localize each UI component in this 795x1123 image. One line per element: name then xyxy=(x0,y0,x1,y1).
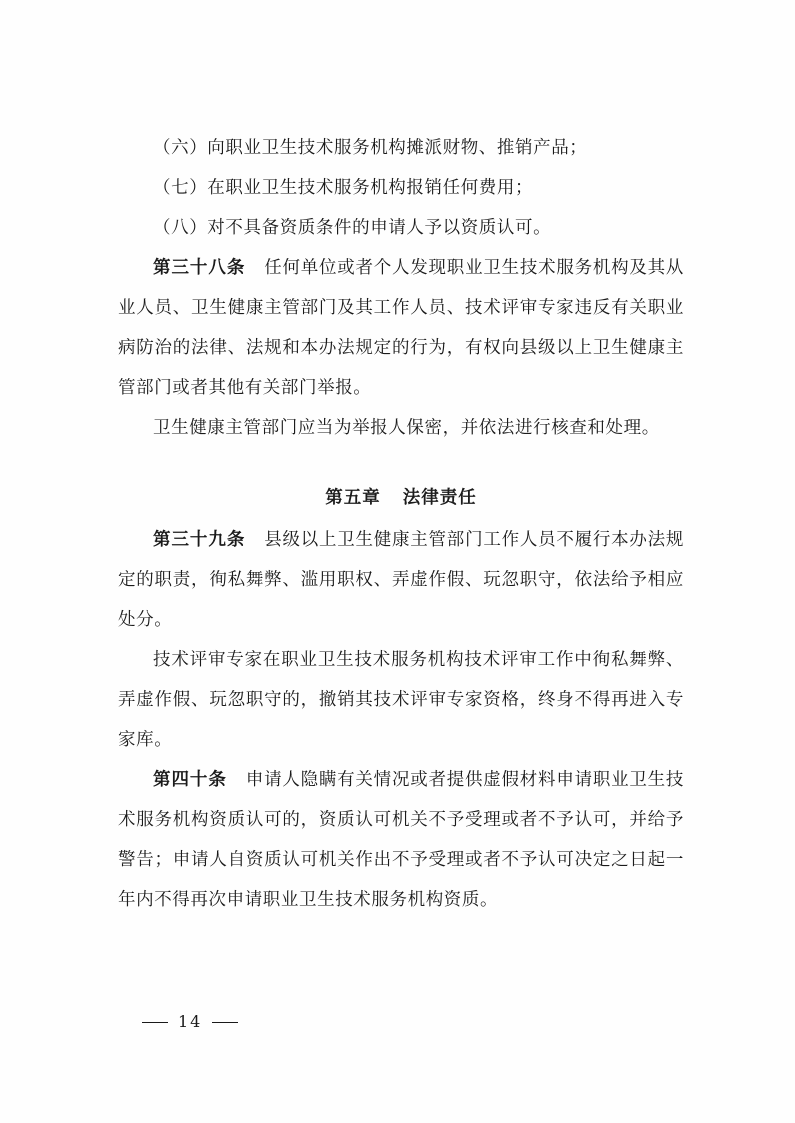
dash-right-icon xyxy=(212,1022,238,1023)
article-number: 第三十八条 xyxy=(153,258,246,278)
article-paragraph xyxy=(118,248,684,408)
article-paragraph xyxy=(118,408,684,448)
chapter-title: 法律责任 xyxy=(402,488,477,508)
page-footer xyxy=(118,1012,684,1031)
article-text: 卫生健康主管部门应当为举报人保密，并依法进行核查和处理。 xyxy=(153,418,660,438)
article-paragraph xyxy=(118,760,684,920)
list-item-text: （七）在职业卫生技术服务机构报销任何费用； xyxy=(153,178,534,198)
list-item xyxy=(118,208,684,248)
page-number-block xyxy=(118,1012,248,1031)
article-text: 技术评审专家在职业卫生技术服务机构技术评审工作中徇私舞弊、弄虚作假、玩忽职守的，撤销其技术评审专家资格，终身不得再进入专家库。 xyxy=(118,650,684,750)
chapter-heading xyxy=(118,448,684,520)
list-item-text: （八）对不具备资质条件的申请人予以资质认可。 xyxy=(153,218,552,238)
dash-left-icon xyxy=(142,1022,168,1023)
article-text: 县级以上卫生健康主管部门工作人员不履行本办法规定的职责，徇私舞弊、滥用职权、弄虚作假、玩忽职守，依法给予相应处分。 xyxy=(118,530,684,630)
article-paragraph xyxy=(118,520,684,640)
article-number: 第四十条 xyxy=(153,770,227,790)
list-item xyxy=(118,128,684,168)
article-number: 第三十九条 xyxy=(153,530,246,550)
page-number: 14 xyxy=(178,1012,203,1031)
article-text: 申请人隐瞒有关情况或者提供虚假材料申请职业卫生技术服务机构资质认可的，资质认可机关不予受理或者不予认可，并给予警告；申请人自资质认可机关作出不予受理或者不予认可决定之日起一年内不得再次申请职业卫生技术服务机构资质。 xyxy=(118,770,684,910)
article-text: 任何单位或者个人发现职业卫生技术服务机构及其从业人员、卫生健康主管部门及其工作人员、技术评审专家违反有关职业病防治的法律、法规和本办法规定的行为，有权向县级以上卫生健康主管部门或者其他有关部门举报。 xyxy=(118,258,684,398)
document-body xyxy=(118,128,684,920)
list-item xyxy=(118,168,684,208)
list-item-text: （六）向职业卫生技术服务机构摊派财物、推销产品； xyxy=(153,138,588,158)
chapter-number: 第五章 xyxy=(325,488,381,508)
article-paragraph xyxy=(118,640,684,760)
